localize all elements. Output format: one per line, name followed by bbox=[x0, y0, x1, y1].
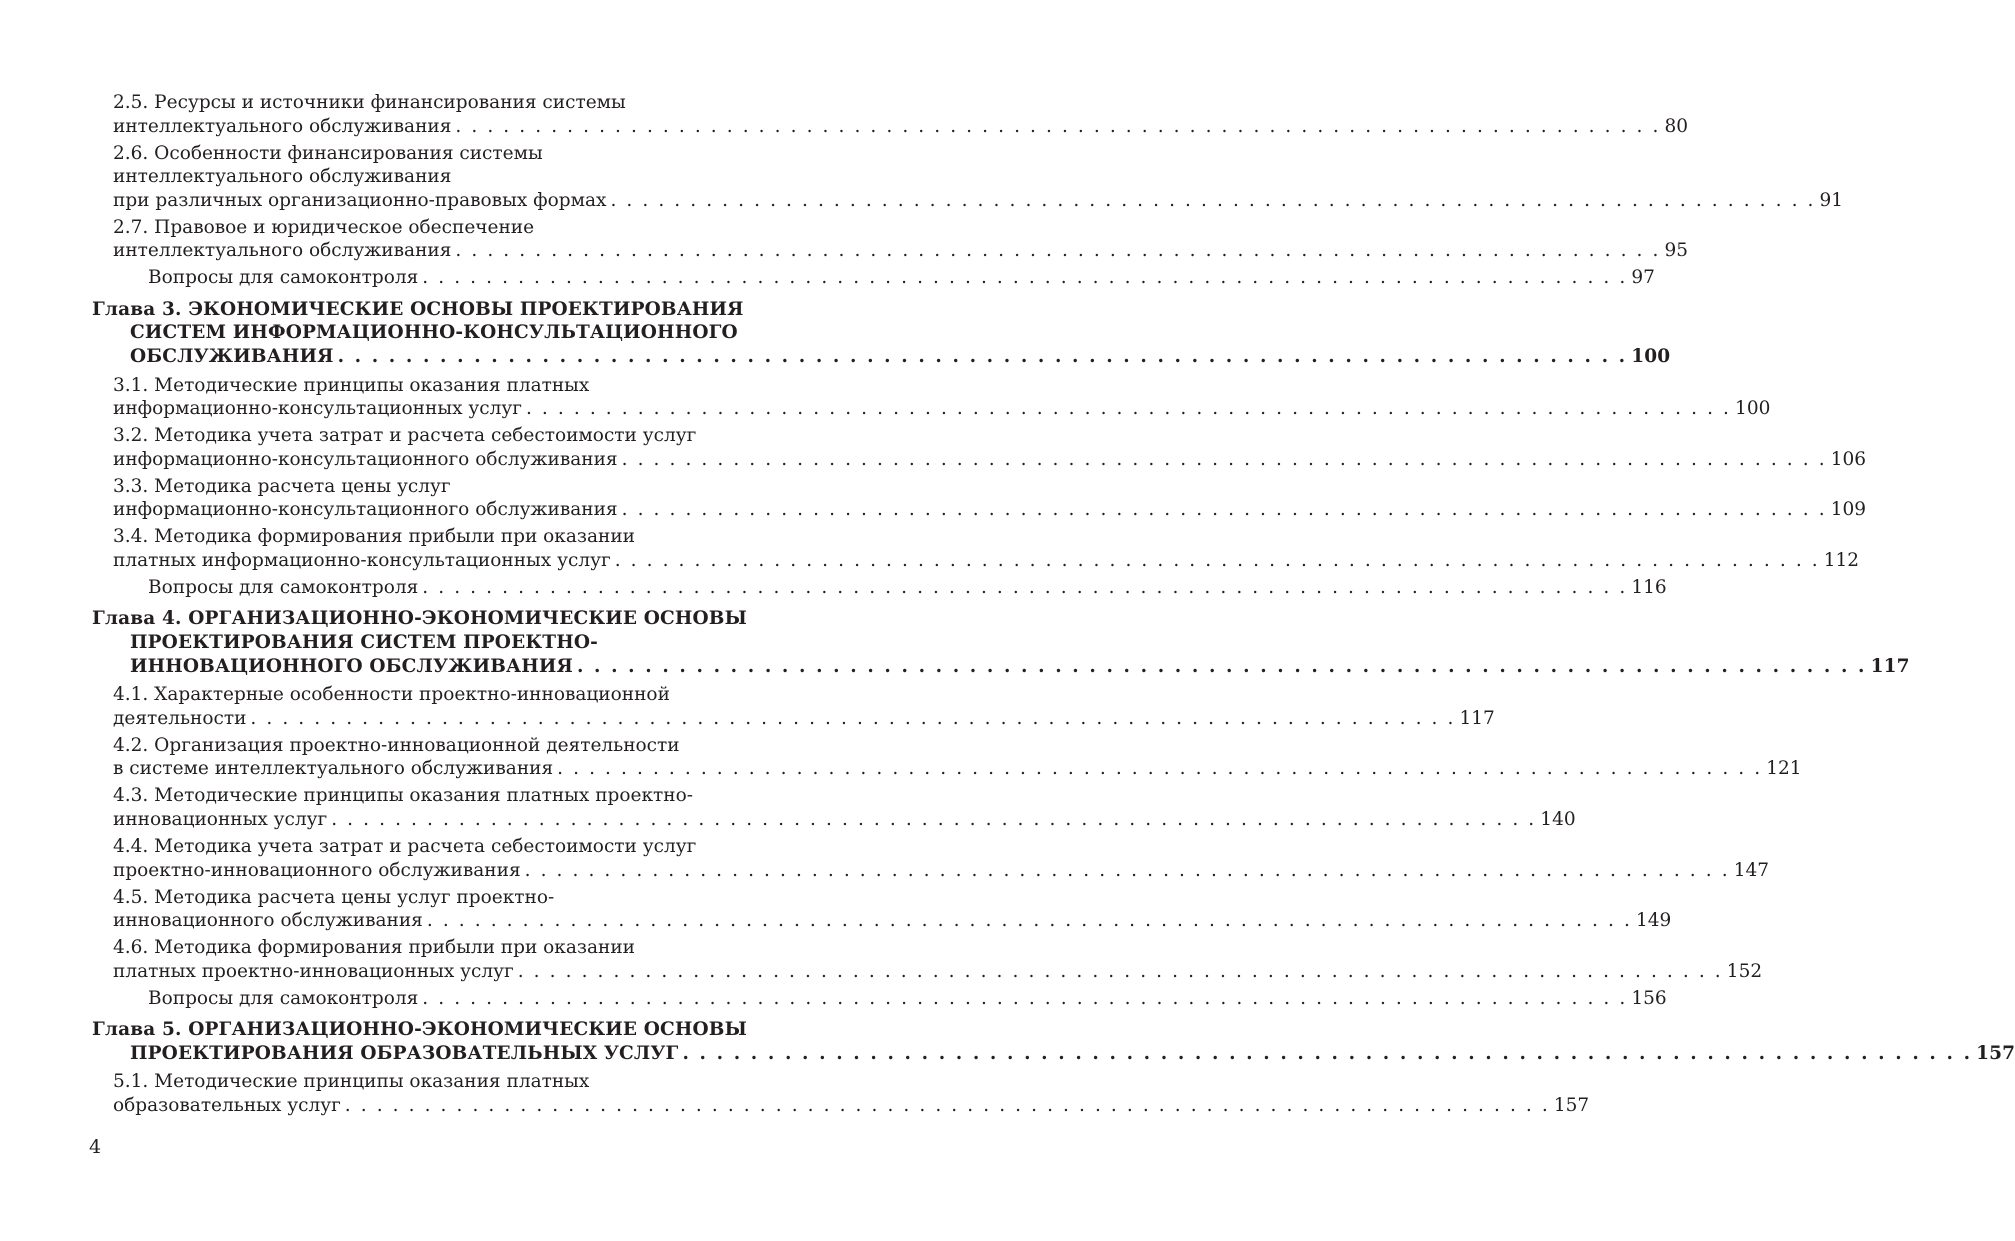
toc-line-text: Вопросы для самоконтроля bbox=[148, 987, 419, 1009]
toc-page-number: 157 bbox=[1976, 1042, 2015, 1064]
toc-line-text: 2.7. Правовое и юридическое обеспечение bbox=[113, 216, 535, 238]
toc-page-number: 100 bbox=[1631, 345, 1671, 367]
dot-leader: . . . . . . . . . . . . . . . . . . . . . . . . . . . . . . . . . . . . . . . . . . . . . . . . . . . . . . . . . . . . . . . . . . . . . . . . . . . . bbox=[576, 655, 1867, 677]
toc-line bbox=[92, 607, 785, 631]
toc-line-text: при различных организационно-правовых формах bbox=[113, 189, 607, 211]
toc-line bbox=[113, 239, 1689, 263]
dot-leader: . . . . . . . . . . . . . . . . . . . . . . . . . . . . . . . . . . . . . . . . . . . . . . . . . . . . . . . . . . . . . . . . . . . . . . . . . . . . bbox=[517, 960, 1723, 982]
toc-page-number: 100 bbox=[1735, 398, 1771, 420]
toc-line bbox=[113, 886, 785, 910]
table-of-contents bbox=[92, 91, 2015, 1121]
toc-line bbox=[113, 424, 785, 448]
toc-line bbox=[113, 808, 1576, 832]
dot-leader: . . . . . . . . . . . . . . . . . . . . . . . . . . . . . . . . . . . . . . . . . . . . . . . . . . . . . . . . . . . . . . . . . . . . . . . . . . . . bbox=[621, 448, 1827, 470]
toc-line bbox=[113, 683, 785, 707]
toc-line-text: СИСТЕМ ИНФОРМАЦИОННО-КОНСУЛЬТАЦИОННОГО bbox=[130, 322, 738, 344]
toc-line-text: ИННОВАЦИОННОГО ОБСЛУЖИВАНИЯ bbox=[130, 655, 573, 677]
toc-line-text: информационно-консультационных услуг bbox=[113, 398, 522, 420]
toc-section[interactable] bbox=[92, 734, 1802, 781]
toc-questions[interactable] bbox=[92, 576, 1667, 600]
toc-line-text: Вопросы для самоконтроля bbox=[148, 267, 419, 289]
toc-line-text: 3.4. Методика формирования прибыли при оказании bbox=[113, 526, 636, 548]
toc-line bbox=[113, 142, 785, 166]
toc-line bbox=[113, 189, 1844, 213]
toc-section[interactable] bbox=[92, 142, 1844, 213]
toc-line-text: в системе интеллектуального обслуживания bbox=[113, 758, 554, 780]
page-number: 4 bbox=[89, 1136, 102, 1158]
toc-line-text: платных проектно-инновационных услуг bbox=[113, 960, 514, 982]
toc-page-number: 140 bbox=[1540, 808, 1576, 830]
dot-leader: . . . . . . . . . . . . . . . . . . . . . . . . . . . . . . . . . . . . . . . . . . . . . . . . . . . . . . . . . . . . . . . . . . . . . . . . . . . . bbox=[422, 987, 1628, 1009]
toc-line bbox=[113, 475, 785, 499]
dot-leader: . . . . . . . . . . . . . . . . . . . . . . . . . . . . . . . . . . . . . . . . . . . . . . . . . . . . . . . . . . . . . . . . . . . . . . . . . . . . bbox=[524, 859, 1730, 881]
toc-section[interactable] bbox=[92, 683, 1495, 730]
toc-page-number: 117 bbox=[1870, 655, 1910, 677]
toc-line-text: инновационных услуг bbox=[113, 808, 328, 830]
toc-line bbox=[92, 345, 1671, 369]
dot-leader: . . . . . . . . . . . . . . . . . . . . . . . . . . . . . . . . . . . . . . . . . . . . . . . . . . . . . . . . . . . . . . . . . . . . . . . . . . . . bbox=[250, 707, 1456, 729]
toc-line-text: информационно-консультационного обслуживания bbox=[113, 448, 618, 470]
toc-line bbox=[113, 549, 1860, 573]
dot-leader: . . . . . . . . . . . . . . . . . . . . . . . . . . . . . . . . . . . . . . . . . . . . . . . . . . . . . . . . . . . . . . . . . . . . . . . . . . . . bbox=[455, 240, 1661, 262]
toc-line-text: 5.1. Методические принципы оказания платных bbox=[113, 1071, 590, 1093]
toc-line-text: 4.5. Методика расчета цены услуг проектно- bbox=[113, 886, 555, 908]
toc-line bbox=[113, 835, 785, 859]
toc-section[interactable] bbox=[92, 91, 1689, 138]
toc-line-text: Вопросы для самоконтроля bbox=[148, 576, 419, 598]
toc-line-text: 4.1. Характерные особенности проектно-инновационной bbox=[113, 684, 670, 706]
toc-page-number: 149 bbox=[1635, 910, 1672, 932]
toc-line bbox=[113, 909, 1672, 933]
toc-line bbox=[92, 298, 785, 322]
toc-line bbox=[113, 784, 785, 808]
toc-section[interactable] bbox=[92, 784, 1576, 831]
toc-line bbox=[113, 448, 1866, 472]
toc-section[interactable] bbox=[92, 374, 1771, 421]
toc-page-number: 152 bbox=[1726, 960, 1763, 982]
toc-line bbox=[113, 1070, 785, 1094]
toc-line-text: деятельности bbox=[113, 707, 247, 729]
dot-leader: . . . . . . . . . . . . . . . . . . . . . . . . . . . . . . . . . . . . . . . . . . . . . . . . . . . . . . . . . . . . . . . . . . . . . . . . . . . . bbox=[337, 345, 1628, 367]
toc-line-text: 4.2. Организация проектно-инновационной деятельности bbox=[113, 734, 680, 756]
toc-line bbox=[113, 1094, 1590, 1118]
toc-line bbox=[148, 576, 1667, 600]
toc-line bbox=[113, 115, 1689, 139]
toc-line-text: ПРОЕКТИРОВАНИЯ ОБРАЗОВАТЕЛЬНЫХ УСЛУГ bbox=[130, 1042, 679, 1064]
toc-line bbox=[113, 757, 1802, 781]
toc-page-number: 80 bbox=[1664, 115, 1689, 137]
dot-leader: . . . . . . . . . . . . . . . . . . . . . . . . . . . . . . . . . . . . . . . . . . . . . . . . . . . . . . . . . . . . . . . . . . . . . . . . . . . . bbox=[525, 398, 1732, 420]
dot-leader: . . . . . . . . . . . . . . . . . . . . . . . . . . . . . . . . . . . . . . . . . . . . . . . . . . . . . . . . . . . . . . . . . . . . . . . . . . . . bbox=[621, 499, 1827, 521]
dot-leader: . . . . . . . . . . . . . . . . . . . . . . . . . . . . . . . . . . . . . . . . . . . . . . . . . . . . . . . . . . . . . . . . . . . . . . . . . . . . bbox=[422, 576, 1628, 598]
toc-section[interactable] bbox=[92, 216, 1689, 263]
toc-line-text: 2.6. Особенности финансирования системы bbox=[113, 142, 543, 164]
toc-line-text: проектно-инновационного обслуживания bbox=[113, 859, 521, 881]
toc-line bbox=[148, 987, 1667, 1011]
toc-page-number: 106 bbox=[1830, 448, 1866, 470]
toc-section[interactable] bbox=[92, 835, 1770, 882]
toc-line bbox=[113, 525, 785, 549]
toc-questions[interactable] bbox=[92, 987, 1667, 1011]
toc-section[interactable] bbox=[92, 1070, 1590, 1117]
toc-line-text: 4.6. Методика формирования прибыли при оказании bbox=[113, 937, 636, 959]
dot-leader: . . . . . . . . . . . . . . . . . . . . . . . . . . . . . . . . . . . . . . . . . . . . . . . . . . . . . . . . . . . . . . . . . . . . . . . . . . . . bbox=[331, 808, 1537, 830]
dot-leader: . . . . . . . . . . . . . . . . . . . . . . . . . . . . . . . . . . . . . . . . . . . . . . . . . . . . . . . . . . . . . . . . . . . . . . . . . . . . bbox=[422, 267, 1628, 289]
toc-page-number: 91 bbox=[1819, 189, 1844, 211]
toc-line-text: Глава 4. ОРГАНИЗАЦИОННО-ЭКОНОМИЧЕСКИЕ ОСНОВЫ bbox=[92, 608, 747, 630]
toc-page-number: 116 bbox=[1631, 576, 1667, 598]
toc-page-number: 97 bbox=[1631, 267, 1655, 289]
toc-page-number: 156 bbox=[1631, 987, 1667, 1009]
toc-chapter[interactable] bbox=[92, 298, 1671, 369]
toc-line-text: Глава 5. ОРГАНИЗАЦИОННО-ЭКОНОМИЧЕСКИЕ ОСНОВЫ bbox=[92, 1019, 747, 1041]
toc-line bbox=[113, 397, 1771, 421]
dot-leader: . . . . . . . . . . . . . . . . . . . . . . . . . . . . . . . . . . . . . . . . . . . . . . . . . . . . . . . . . . . . . . . . . . . . . . . . . . . . bbox=[455, 115, 1661, 137]
toc-section[interactable] bbox=[92, 475, 1866, 522]
toc-line-text: 3.1. Методические принципы оказания платных bbox=[113, 374, 590, 396]
dot-leader: . . . . . . . . . . . . . . . . . . . . . . . . . . . . . . . . . . . . . . . . . . . . . . . . . . . . . . . . . . . . . . . . . . . . . . . . . . . . bbox=[557, 758, 1763, 780]
toc-page-number: 117 bbox=[1459, 707, 1495, 729]
dot-leader: . . . . . . . . . . . . . . . . . . . . . . . . . . . . . . . . . . . . . . . . . . . . . . . . . . . . . . . . . . . . . . . . . . . . . . . . . . . . bbox=[682, 1042, 1973, 1064]
toc-line bbox=[92, 655, 1910, 679]
toc-page-number: 147 bbox=[1733, 859, 1770, 881]
toc-line-text: платных информационно-консультационных услуг bbox=[113, 549, 611, 571]
toc-line bbox=[113, 374, 785, 398]
toc-questions[interactable] bbox=[92, 266, 1655, 290]
dot-leader: . . . . . . . . . . . . . . . . . . . . . . . . . . . . . . . . . . . . . . . . . . . . . . . . . . . . . . . . . . . . . . . . . . . . . . . . . . . . bbox=[614, 549, 1820, 571]
toc-section[interactable] bbox=[92, 525, 1860, 572]
toc-line bbox=[92, 1018, 785, 1042]
toc-line bbox=[113, 707, 1495, 731]
toc-line bbox=[92, 1042, 2015, 1066]
toc-section[interactable] bbox=[92, 424, 1866, 471]
toc-line bbox=[113, 960, 1763, 984]
toc-line bbox=[113, 734, 785, 758]
toc-line bbox=[113, 498, 1866, 522]
toc-page-number: 121 bbox=[1766, 758, 1802, 780]
toc-line-text: 3.3. Методика расчета цены услуг bbox=[113, 475, 451, 497]
toc-line bbox=[113, 859, 1770, 883]
toc-line bbox=[92, 631, 785, 655]
toc-page-number: 109 bbox=[1830, 499, 1866, 521]
toc-line-text: 2.5. Ресурсы и источники финансирования системы bbox=[113, 92, 626, 113]
toc-line-text: 4.3. Методические принципы оказания платных проектно- bbox=[113, 785, 693, 807]
toc-line bbox=[113, 91, 785, 115]
toc-line-text: образовательных услуг bbox=[113, 1094, 341, 1116]
toc-line bbox=[148, 266, 1655, 290]
toc-line-text: интеллектуального обслуживания bbox=[113, 166, 452, 188]
toc-page-number: 157 bbox=[1553, 1094, 1590, 1116]
toc-line-text: инновационного обслуживания bbox=[113, 910, 423, 932]
toc-line bbox=[92, 321, 785, 345]
toc-line-text: ОБСЛУЖИВАНИЯ bbox=[130, 345, 334, 367]
toc-line bbox=[113, 216, 785, 240]
toc-page-number: 95 bbox=[1664, 240, 1689, 262]
toc-page-number: 112 bbox=[1823, 549, 1860, 571]
toc-chapter[interactable] bbox=[92, 607, 1910, 678]
toc-line-text: 4.4. Методика учета затрат и расчета себестоимости услуг bbox=[113, 836, 697, 857]
dot-leader: . . . . . . . . . . . . . . . . . . . . . . . . . . . . . . . . . . . . . . . . . . . . . . . . . . . . . . . . . . . . . . . . . . . . . . . . . . . . bbox=[426, 910, 1632, 932]
dot-leader: . . . . . . . . . . . . . . . . . . . . . . . . . . . . . . . . . . . . . . . . . . . . . . . . . . . . . . . . . . . . . . . . . . . . . . . . . . . . bbox=[610, 189, 1816, 211]
toc-chapter[interactable] bbox=[92, 1018, 2015, 1065]
toc-line bbox=[113, 165, 785, 189]
dot-leader: . . . . . . . . . . . . . . . . . . . . . . . . . . . . . . . . . . . . . . . . . . . . . . . . . . . . . . . . . . . . . . . . . . . . . . . . . . . . bbox=[344, 1094, 1550, 1116]
toc-line-text: интеллектуального обслуживания bbox=[113, 240, 452, 262]
toc-line bbox=[113, 936, 785, 960]
toc-line-text: Глава 3. ЭКОНОМИЧЕСКИЕ ОСНОВЫ ПРОЕКТИРОВАНИЯ bbox=[92, 298, 744, 320]
toc-line-text: 3.2. Методика учета затрат и расчета себестоимости услуг bbox=[113, 425, 697, 447]
toc-section[interactable] bbox=[92, 886, 1672, 933]
toc-section[interactable] bbox=[92, 936, 1763, 983]
toc-line-text: интеллектуального обслуживания bbox=[113, 115, 452, 137]
toc-line-text: информационно-консультационного обслуживания bbox=[113, 499, 618, 521]
toc-line-text: ПРОЕКТИРОВАНИЯ СИСТЕМ ПРОЕКТНО- bbox=[130, 632, 598, 654]
